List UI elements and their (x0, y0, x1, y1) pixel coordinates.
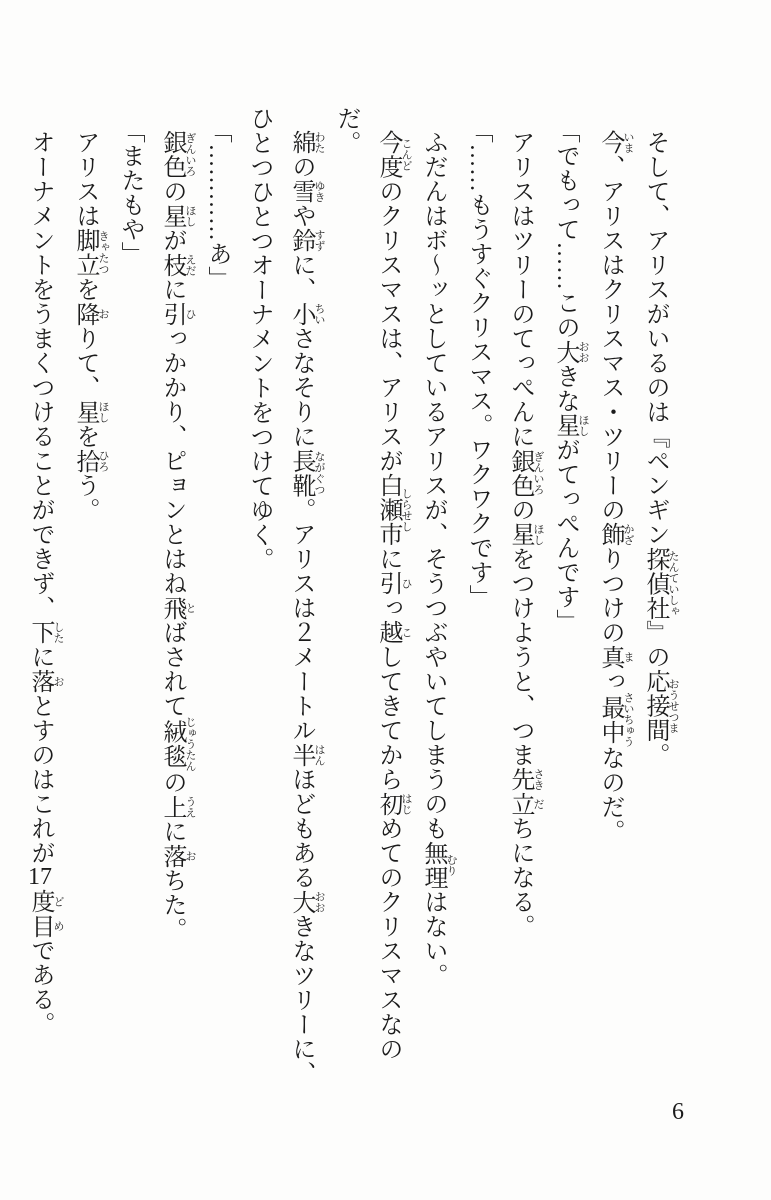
furigana: と (184, 595, 196, 620)
ruby-word: 綿 わた (288, 130, 325, 155)
furigana: ま (622, 644, 634, 669)
ruby-word: 今度 こんど (375, 130, 412, 179)
text-column (325, 106, 412, 1106)
text-run: りて、 (72, 326, 98, 400)
text-run: の (288, 154, 314, 179)
furigana: はん (313, 742, 325, 767)
text-run: の (507, 497, 533, 522)
furigana: おお (313, 889, 325, 914)
ruby-word: 最中 さいちゅう (597, 692, 634, 747)
ruby-word: 引 ひ (375, 571, 412, 596)
ruby-word: 無理 むり (420, 840, 457, 890)
text-run: ひとつひとつオーナメントをつけてゆく。 (246, 106, 272, 572)
text-run: が (159, 228, 185, 253)
ruby-word: 落 お (159, 843, 196, 868)
text-run: である。 (27, 938, 53, 1036)
furigana: ほし (184, 203, 196, 228)
text-run: ちになる。 (507, 816, 533, 939)
text-run: 「…………あ」 (204, 119, 230, 291)
text-run: なのだ。 (597, 745, 623, 844)
text-column (196, 106, 238, 1106)
text-run: オーナメントをうまくつけることができず、 (27, 130, 53, 620)
text-run: に (159, 277, 185, 302)
ruby-word: 星 ほし (72, 399, 109, 424)
ruby-word: 目 め (27, 913, 64, 938)
ruby-word: 飾 かざ (597, 522, 634, 547)
furigana: はじ (400, 791, 412, 816)
furigana: たんていしゃ (667, 546, 679, 620)
furigana: ながぐつ (313, 448, 325, 498)
text-run: ちた。 (159, 868, 185, 942)
furigana: ほし (532, 522, 544, 547)
text-run: とすのはこれが (27, 693, 53, 865)
ruby-word: 脚立 きゃたつ (72, 228, 109, 277)
ruby-word: 降 お (72, 301, 109, 326)
text-run: りつけの (597, 546, 623, 645)
ruby-word: 上 うえ (159, 794, 196, 819)
ruby-word: 銀色 ぎんいろ (159, 130, 196, 179)
furigana: わた (313, 130, 325, 155)
text-run: きな (552, 364, 578, 414)
text-column (589, 106, 634, 1106)
ruby-word: 大 おお (552, 339, 589, 365)
text-run: きなツリーに、 (288, 914, 314, 1086)
furigana: お (184, 843, 196, 868)
furigana: こ (400, 620, 412, 645)
furigana: おうせつま (667, 669, 679, 743)
text-run: アリスはツリーのてっぺんに (507, 130, 533, 449)
furigana: お (52, 669, 64, 694)
text-column (238, 106, 280, 1106)
text-run: っ (597, 669, 623, 694)
ruby-word: 下 した (27, 620, 64, 645)
text-column (634, 106, 679, 1106)
furigana: ひ (400, 571, 412, 596)
ruby-word: 絨毯 じゅうたん (159, 716, 196, 772)
ruby-word: 雪 ゆき (288, 179, 325, 204)
ruby-word: 先 さき (507, 767, 544, 792)
ruby-word: 枝 えだ (159, 252, 196, 277)
furigana: さき (532, 767, 544, 792)
ruby-word: 鈴 すず (288, 228, 325, 253)
text-run: ほどもある (288, 767, 314, 890)
furigana: ほし (577, 413, 589, 438)
furigana: ゆき (313, 179, 325, 204)
ruby-word: 越 こ (375, 620, 412, 645)
text-run: がてっぺんです」 (552, 437, 578, 634)
ruby-word: 初 はじ (375, 791, 412, 816)
text-run: う。 (72, 473, 98, 522)
furigana: おお (577, 339, 589, 365)
furigana: ぎんいろ (532, 448, 544, 498)
furigana: ちい (313, 301, 325, 326)
text-run: ばされて (159, 620, 185, 718)
text-run: のクリスマスは、アリスが (375, 179, 401, 473)
text-run: さなそりに (288, 326, 314, 449)
text-column (19, 106, 64, 1106)
text-run: っかかり、ピョンとはね (159, 326, 185, 596)
text-run: に、 (288, 252, 314, 302)
text-run: や (288, 203, 314, 228)
furigana: さいちゅう (622, 692, 634, 747)
furigana: だ (532, 791, 544, 816)
text-run: 「……もうすぐクリスマス。ワクワクです」 (465, 119, 491, 610)
text-column (280, 106, 325, 1106)
text-run: してきてから (375, 644, 401, 792)
ruby-word: 拾 ひろ (72, 448, 109, 473)
furigana: かざ (622, 522, 634, 547)
furigana: こんど (400, 130, 412, 179)
ruby-word: 長靴 ながぐつ (288, 448, 325, 498)
text-column (544, 106, 589, 1106)
ruby-word: 星 ほし (552, 413, 589, 438)
text-run: を (72, 277, 98, 302)
furigana: じゅうたん (184, 716, 196, 772)
text-column (499, 106, 544, 1106)
text-run: そして、アリスがいるのは『ペンギン (642, 130, 668, 547)
text-run: の (159, 179, 185, 204)
furigana: ひろ (97, 448, 109, 473)
text-run: ふだんはボ〜ッとしているアリスが、そうつぶやいてしまうのも (420, 130, 446, 841)
text-run: に (375, 546, 401, 571)
furigana: ほし (97, 399, 109, 424)
text-run: に (27, 644, 53, 669)
furigana: えだ (184, 252, 196, 277)
text-column (457, 106, 499, 1106)
furigana: ど (52, 889, 64, 914)
ruby-word: 引 ひ (159, 301, 196, 326)
text-run: 、アリスはクリスマス・ツリーの (597, 154, 623, 522)
ruby-word: 星 ほし (507, 522, 544, 547)
page-number: 6 (672, 1099, 684, 1125)
text-run: アリスは (72, 130, 98, 228)
ruby-word: 度 ど (27, 889, 64, 914)
vertical-text-area (19, 106, 679, 1106)
tate-chu-yoko-number: 17 (28, 865, 52, 889)
furigana: しらせし (400, 473, 412, 547)
furigana: うえ (184, 794, 196, 819)
ruby-word: 今 いま (597, 130, 634, 155)
ruby-word: 探偵社 たんていしゃ (642, 546, 679, 620)
furigana: ぎんいろ (184, 130, 196, 179)
ruby-word: 応接間 おうせつま (642, 669, 679, 743)
text-column (151, 106, 196, 1106)
ruby-word: 飛 と (159, 595, 196, 620)
text-run: 「でもって……この (552, 119, 578, 340)
furigana: め (52, 913, 64, 938)
furigana: した (52, 620, 64, 645)
furigana: ひ (184, 301, 196, 326)
text-run: 』の (642, 620, 668, 669)
ruby-word: 真 ま (597, 644, 634, 669)
ruby-word: 星 ほし (159, 203, 196, 228)
text-column (412, 106, 457, 1106)
text-run: の (159, 770, 185, 795)
text-run: っ (375, 595, 401, 620)
ruby-word: 小 ちい (288, 301, 325, 326)
ruby-word: 大 おお (288, 889, 325, 914)
furigana: きゃたつ (97, 228, 109, 277)
furigana: すず (313, 228, 325, 253)
text-column (109, 106, 151, 1106)
ruby-word: 落 お (27, 669, 64, 694)
text-run: をつけようと、つま (507, 546, 533, 767)
text-run: 。アリスは２メートル (288, 497, 314, 743)
ruby-word: 銀色 ぎんいろ (507, 448, 544, 498)
ruby-word: 立 だ (507, 791, 544, 816)
text-run: 「またもや」 (117, 119, 143, 267)
ruby-word: 半 はん (288, 742, 325, 767)
ruby-word: 白瀬市 しらせし (375, 473, 412, 547)
text-run: 。 (642, 742, 668, 767)
text-run: はない。 (420, 889, 446, 988)
text-run: めてのクリスマスなのだ。 (333, 106, 401, 1061)
text-run: に (159, 819, 185, 844)
text-run: を (72, 424, 98, 449)
text-column (64, 106, 109, 1106)
furigana: いま (622, 130, 634, 155)
furigana: お (97, 301, 109, 326)
furigana: むり (445, 840, 457, 890)
